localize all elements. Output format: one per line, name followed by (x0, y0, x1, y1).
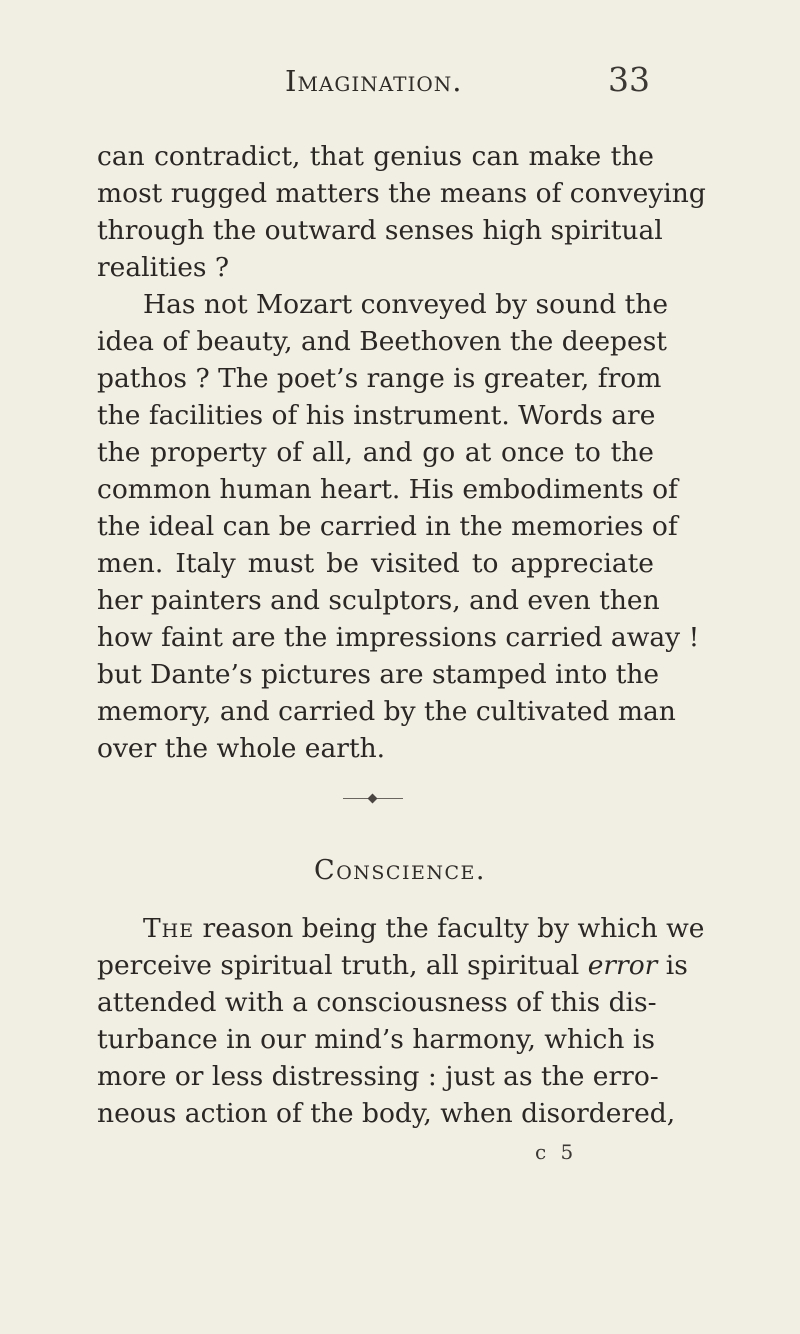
lead-in-word: The (143, 913, 195, 944)
divider-rule (377, 798, 403, 799)
text-run: perceive spiritual truth, all spiritual (97, 950, 588, 981)
text-run: is (657, 950, 688, 981)
text-line: but Dante’s pictures are stamped into the (97, 659, 660, 690)
text-line: turbance in our mind’s harmony, which is (97, 1024, 655, 1055)
divider-rule (343, 798, 369, 799)
text-line: can contradict, that genius can make the (97, 141, 654, 172)
running-head (0, 60, 800, 104)
text-line: pathos ? The poet’s range is greater, from (97, 363, 662, 394)
running-title: Imagination. (285, 64, 463, 98)
text-line: the property of all, and go at once to the (97, 437, 654, 468)
text-line (143, 911, 705, 947)
text-line: idea of beauty, and Beethoven the deepest (97, 326, 667, 357)
text-line: through the outward senses high spiritual (97, 215, 663, 246)
text-line: the ideal can be carried in the memories of (97, 511, 678, 542)
text-line: attended with a consciousness of this dis- (97, 987, 657, 1018)
section-divider-ornament (343, 795, 403, 803)
text-line: the facilities of his instrument. Words are (97, 400, 656, 431)
text-line: Has not Mozart conveyed by sound the (143, 289, 669, 320)
emphasis-word: error (587, 950, 658, 981)
section-heading: Conscience. (314, 855, 486, 886)
text-line: over the whole earth. (97, 733, 386, 764)
text-line: how faint are the impressions carried away ! (97, 622, 700, 653)
text-line: common human heart. His embodiments of (97, 474, 678, 505)
text-line: realities ? (97, 252, 230, 283)
text-run: reason being the faculty by which we (194, 913, 705, 944)
page-number: 33 (608, 60, 650, 99)
text-line: neous action of the body, when disordered, (97, 1098, 676, 1129)
text-line (97, 948, 688, 984)
diamond-icon (368, 794, 378, 804)
text-line: her painters and sculptors, and even then (97, 585, 660, 616)
text-line: men. Italy must be visited to appreciate (97, 548, 654, 579)
text-line: most rugged matters the means of conveying (97, 178, 706, 209)
text-line: more or less distressing : just as the erro- (97, 1061, 659, 1092)
text-line: memory, and carried by the cultivated man (97, 696, 676, 727)
signature-mark: c 5 (535, 1140, 578, 1164)
